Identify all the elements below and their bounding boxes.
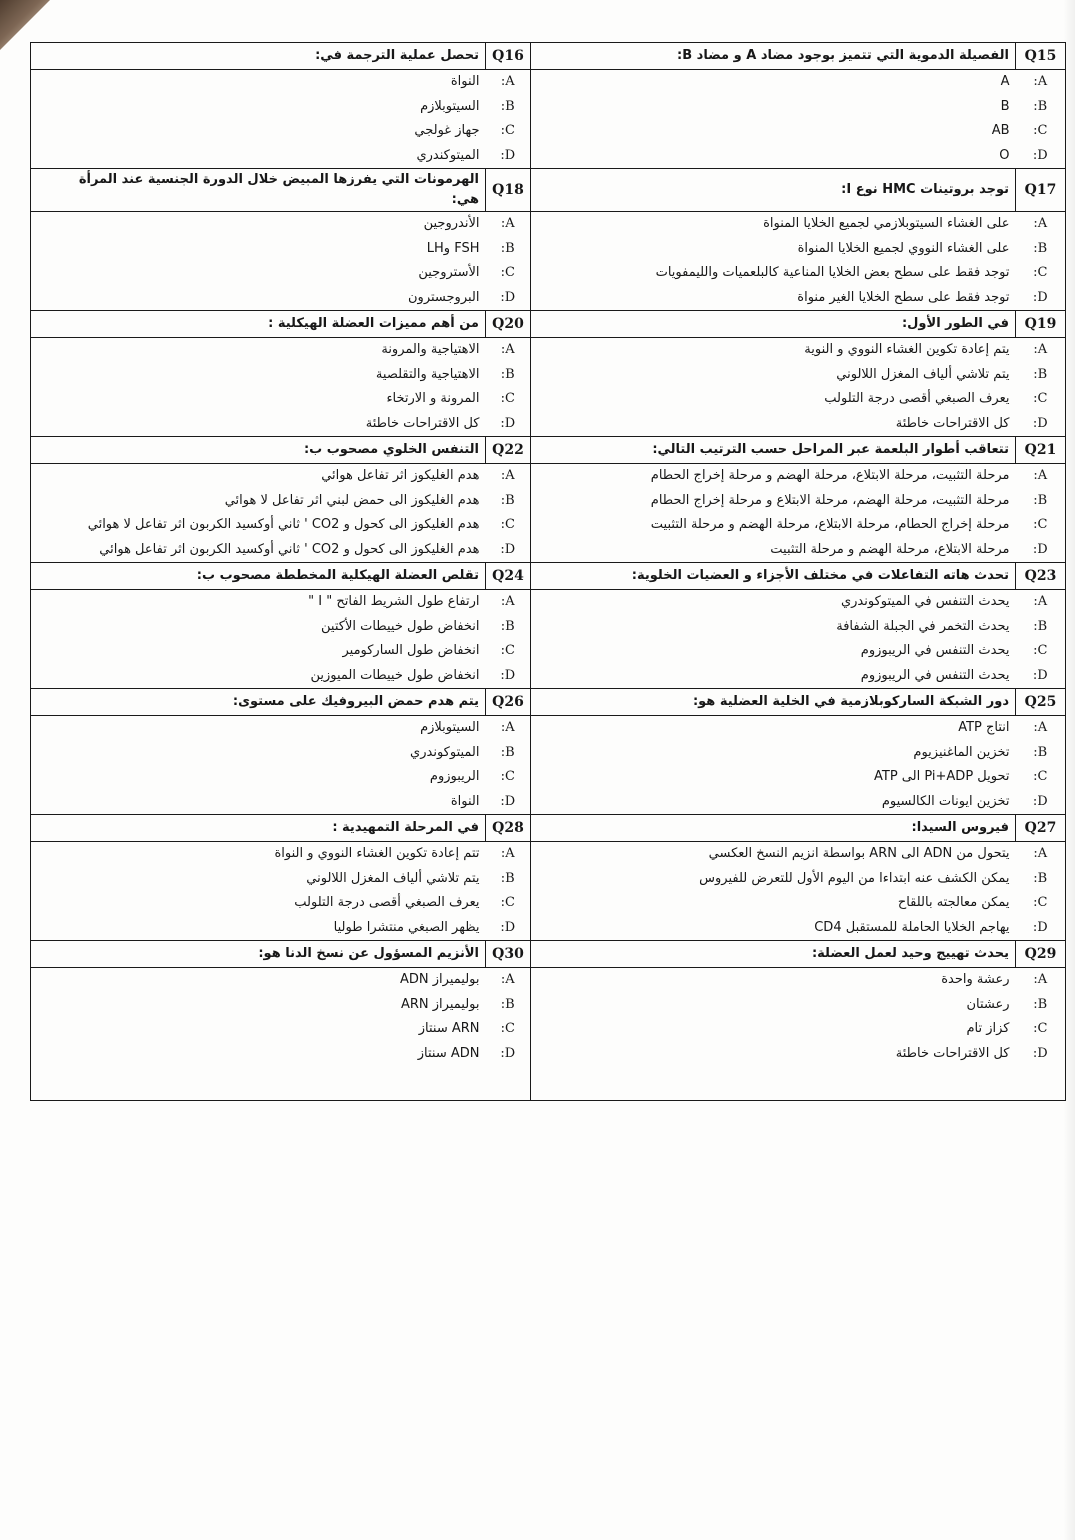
option-row [31, 538, 1066, 563]
q18-option-a-letter: A: [500, 216, 515, 232]
option-row [31, 639, 1066, 664]
q29-option-a-letter: A: [1033, 972, 1048, 988]
question-header-row [31, 169, 1066, 212]
question-number-q29: Q29 [1016, 941, 1066, 968]
option-row [31, 1042, 1066, 1067]
q20-option-d-text: كل الاقتراحات خاطئة [365, 415, 480, 431]
question-text-q30: الأنزيم المسؤول عن نسخ الدنا هو: [31, 941, 486, 968]
question-text-q18: الهرمونات التي يفرزها المبيض خلال الدورة الجنسية عند المرأة هي: [31, 169, 486, 212]
q25-option-b-letter: B: [1033, 744, 1048, 760]
q16-option-c-text: جهاز غولجي [414, 123, 480, 139]
q23-option-c-text: يحدث التنفس في الريبوزوم [531, 639, 1016, 664]
q19-option-d-text: كل الاقتراحات خاطئة [531, 412, 1016, 437]
option-row [31, 968, 1066, 993]
q30-option-a-letter: A: [500, 972, 515, 988]
q15-option-c-text: AB [531, 119, 1016, 144]
option-row [31, 95, 1066, 120]
option-row [31, 1017, 1066, 1042]
q27-option-b-letter: B: [1033, 870, 1048, 886]
q30-option-b-text: بوليميراز ARN [400, 996, 480, 1012]
q18-option-d-letter: D: [500, 289, 516, 305]
option-row [31, 842, 1066, 867]
q17-option-a-text: على الغشاء السيتوبلازمي لجميع الخلايا المنواة [531, 212, 1016, 237]
option-row [31, 615, 1066, 640]
q23-option-d-text: يحدث التنفس في الريبوزوم [531, 664, 1016, 689]
q26-option-d-letter: D: [500, 793, 516, 809]
question-number-q20: Q20 [486, 311, 531, 338]
q18-option-b-letter: B: [500, 240, 515, 256]
q25-option-a-letter: A: [1033, 720, 1048, 736]
question-number-q28: Q28 [486, 815, 531, 842]
q18-option-a-text: الأندروجين [423, 216, 480, 232]
q16-option-a-letter: A: [500, 74, 515, 90]
option-row [31, 716, 1066, 741]
q20-option-c-text: المرونة و الارتخاء [386, 391, 480, 407]
option-row [31, 765, 1066, 790]
q15-option-c-letter: C: [1033, 123, 1048, 139]
question-header-row [31, 437, 1066, 464]
q30-option-a-text: بوليميراز ADN [400, 972, 480, 988]
q21-option-a-letter: A: [1033, 468, 1048, 484]
q29-option-b-text: رعشتان [531, 993, 1016, 1018]
q26-option-c-letter: C: [500, 769, 515, 785]
q29-option-d-text: كل الاقتراحات خاطئة [531, 1042, 1016, 1067]
question-number-q27: Q27 [1016, 815, 1066, 842]
option-row [31, 891, 1066, 916]
q19-option-b-text: يتم تلاشي ألياف المغزل اللالوني [531, 363, 1016, 388]
option-row [31, 993, 1066, 1018]
q28-option-c-text: يعرف الصبغي أقصى درجة التلولب [294, 895, 480, 911]
q17-option-b-text: على الغشاء النووي لجميع الخلايا المنواة [531, 237, 1016, 262]
q23-option-b-text: يحدث التخمر في الجبلة الشفافة [531, 615, 1016, 640]
option-row [31, 412, 1066, 437]
question-text-q16: تحصل عملية الترجمة في: [31, 43, 486, 70]
q15-option-b-text: B [531, 95, 1016, 120]
question-header-row [31, 311, 1066, 338]
option-row [31, 664, 1066, 689]
question-text-q21: تتعاقب أطوار البلعمة عبر المراحل حسب الترتيب التالي: [531, 437, 1016, 464]
q20-option-b-text: الاهتياجية والتقلصية [375, 366, 480, 382]
q21-option-c-text: مرحلة إخراج الحطام، مرحلة الابتلاع، مرحلة الهضم و مرحلة التثبيت [531, 513, 1016, 538]
q28-option-d-text: يظهر الصبغي منتشرا طوليا [333, 919, 480, 935]
q15-option-d-text: O [531, 144, 1016, 169]
option-row [31, 489, 1066, 514]
option-row [31, 119, 1066, 144]
q15-option-a-text: A [531, 70, 1016, 95]
q28-option-c-letter: C: [500, 895, 515, 911]
q17-option-c-text: توجد فقط على سطح بعض الخلايا المناعية كالبلعميات والليمفويات [531, 261, 1016, 286]
q22-option-c-text: هدم الغليكوز الى كحول و CO2 ' ثاني أوكسيد الكربون اثر تفاعل لا هوائي [87, 517, 480, 533]
q23-option-a-text: يحدث التنفس في الميتوكوندري [531, 590, 1016, 615]
question-text-q19: في الطور الأول: [531, 311, 1016, 338]
option-row [31, 212, 1066, 237]
question-text-q26: يتم هدم حمض البيروفيك على مستوى: [31, 689, 486, 716]
q24-option-b-text: انخفاض طول خييطات الأكتين [321, 618, 480, 634]
q20-option-a-letter: A: [500, 342, 515, 358]
question-header-row [31, 815, 1066, 842]
q30-option-c-letter: C: [500, 1021, 515, 1037]
q23-option-b-letter: B: [1033, 618, 1048, 634]
question-number-q21: Q21 [1016, 437, 1066, 464]
option-row [31, 916, 1066, 941]
q24-option-a-letter: A: [500, 594, 515, 610]
q21-option-c-letter: C: [1033, 517, 1048, 533]
question-text-q20: من أهم مميزات العضلة الهيكلية : [31, 311, 486, 338]
q21-option-d-letter: D: [1032, 541, 1048, 557]
q27-option-b-text: يمكن الكشف عنه ابتداءا من اليوم الأول للتعرض للفيروس [531, 867, 1016, 892]
q17-option-b-letter: B: [1033, 240, 1048, 256]
option-row [31, 790, 1066, 815]
exam-questions-table [30, 42, 1066, 1101]
q16-option-c-letter: C: [500, 123, 515, 139]
option-row [31, 338, 1066, 363]
q26-option-d-text: النواة [450, 793, 480, 809]
q26-option-c-text: الريبوزوم [429, 769, 480, 785]
q25-option-d-text: تخزين ايونات الكالسيوم [531, 790, 1016, 815]
q19-option-c-text: يعرف الصبغي أقصى درجة التلولب [531, 387, 1016, 412]
option-row [31, 144, 1066, 169]
q20-option-c-letter: C: [500, 391, 515, 407]
q22-option-d-letter: D: [500, 541, 516, 557]
q24-option-c-letter: C: [500, 643, 515, 659]
question-number-q30: Q30 [486, 941, 531, 968]
q25-option-c-text: تحويل Pi+ADP الى ATP [531, 765, 1016, 790]
q17-option-a-letter: A: [1033, 216, 1048, 232]
option-row [31, 387, 1066, 412]
q24-option-d-text: انخفاض طول خييطات الميوزين [310, 667, 480, 683]
question-number-q24: Q24 [486, 563, 531, 590]
q29-option-d-letter: D: [1032, 1045, 1048, 1061]
q16-option-b-letter: B: [500, 98, 515, 114]
option-row [31, 261, 1066, 286]
q30-option-b-letter: B: [500, 996, 515, 1012]
q28-option-a-text: تتم إعادة تكوين الغشاء النووي و النواة [274, 846, 480, 862]
q28-option-b-letter: B: [500, 870, 515, 886]
question-number-q26: Q26 [486, 689, 531, 716]
q18-option-c-text: الأستروجين [418, 265, 480, 281]
q15-option-b-letter: B: [1033, 98, 1048, 114]
option-row [31, 590, 1066, 615]
q22-option-d-text: هدم الغليكوز الى كحول و CO2 ' ثاني أوكسيد الكربون اثر تفاعل هوائي [99, 541, 480, 557]
q29-option-c-letter: C: [1033, 1021, 1048, 1037]
question-text-q24: تقلص العضلة الهيكلية المخططة مصحوب ب: [31, 563, 486, 590]
question-text-q22: التنفس الخلوي مصحوب ب: [31, 437, 486, 464]
q29-option-a-text: رعشة واحدة [531, 968, 1016, 993]
q27-option-d-letter: D: [1032, 919, 1048, 935]
spacer-cell [531, 1066, 1016, 1101]
question-header-row [31, 563, 1066, 590]
q30-option-d-letter: D: [500, 1045, 516, 1061]
q28-option-d-letter: D: [500, 919, 516, 935]
spacer-cell [1016, 1066, 1066, 1101]
q15-option-a-letter: A: [1033, 74, 1048, 90]
question-text-q17: توجد بروتينات HMC نوع I: [531, 169, 1016, 212]
question-number-q17: Q17 [1016, 169, 1066, 212]
q25-option-b-text: تخزين الماغنيزيوم [531, 741, 1016, 766]
q15-option-d-letter: D: [1032, 147, 1048, 163]
option-row [31, 464, 1066, 489]
spacer-cell [486, 1066, 531, 1101]
option-row [31, 70, 1066, 95]
question-number-q19: Q19 [1016, 311, 1066, 338]
q21-option-b-text: مرحلة التثبيت، مرحلة الهضم، مرحلة الابتلاع و مرحلة إخراج الحطام [531, 489, 1016, 514]
option-row [31, 513, 1066, 538]
q18-option-c-letter: C: [500, 265, 515, 281]
q24-option-a-text: ارتفاع طول الشريط الفاتح " I " [308, 594, 480, 610]
q25-option-c-letter: C: [1033, 769, 1048, 785]
q22-option-b-text: هدم الغليكوز الى حمض لبني اثر تفاعل لا هوائي [224, 492, 480, 508]
question-number-q25: Q25 [1016, 689, 1066, 716]
q21-option-b-letter: B: [1033, 492, 1048, 508]
q20-option-a-text: الاهتياجية والمرونة [381, 342, 480, 358]
table-bottom-spacer [31, 1066, 1066, 1101]
question-text-q25: دور الشبكة الساركوبلازمية في الخلية العضلية هو: [531, 689, 1016, 716]
question-text-q27: فيروس السيدا: [531, 815, 1016, 842]
q24-option-d-letter: D: [500, 667, 516, 683]
q19-option-a-letter: A: [1033, 342, 1048, 358]
q26-option-b-text: الميتوكوندري [410, 744, 480, 760]
question-text-q28: في المرحلة التمهيدية : [31, 815, 486, 842]
spacer-cell [31, 1066, 486, 1101]
q21-option-d-text: مرحلة الابتلاع، مرحلة الهضم و مرحلة التثبيت [531, 538, 1016, 563]
q23-option-a-letter: A: [1033, 594, 1048, 610]
q20-option-d-letter: D: [500, 415, 516, 431]
option-row [31, 741, 1066, 766]
q27-option-c-text: يمكن معالجته باللقاح [531, 891, 1016, 916]
q18-option-d-text: البروجسترون [408, 289, 480, 305]
q26-option-a-text: السيتوبلازم [420, 720, 480, 736]
q22-option-a-text: هدم الغليكوز اثر تفاعل هوائي [321, 468, 480, 484]
question-header-row [31, 43, 1066, 70]
q25-option-a-text: انتاج ATP [531, 716, 1016, 741]
option-row [31, 237, 1066, 262]
q28-option-a-letter: A: [500, 846, 515, 862]
q24-option-c-text: انخفاض طول الساركومير [342, 643, 480, 659]
q17-option-d-letter: D: [1032, 289, 1048, 305]
question-number-q23: Q23 [1016, 563, 1066, 590]
q27-option-a-letter: A: [1033, 846, 1048, 862]
option-row [31, 363, 1066, 388]
q19-option-c-letter: C: [1033, 391, 1048, 407]
q23-option-d-letter: D: [1032, 667, 1048, 683]
question-text-q15: الفصيلة الدموية التي تتميز بوجود مضاد A و مضاد B: [531, 43, 1016, 70]
q28-option-b-text: يتم تلاشي ألياف المغزل اللالوني [306, 870, 480, 886]
question-header-row [31, 689, 1066, 716]
q19-option-a-text: يتم إعادة تكوين الغشاء النووي و النوية [531, 338, 1016, 363]
question-number-q15: Q15 [1016, 43, 1066, 70]
q29-option-b-letter: B: [1033, 996, 1048, 1012]
option-row [31, 286, 1066, 311]
q17-option-d-text: توجد فقط على سطح الخلايا الغير منواة [531, 286, 1016, 311]
question-number-q16: Q16 [486, 43, 531, 70]
q16-option-d-letter: D: [500, 147, 516, 163]
option-row [31, 867, 1066, 892]
question-number-q18: Q18 [486, 169, 531, 212]
q26-option-b-letter: B: [500, 744, 515, 760]
q17-option-c-letter: C: [1033, 265, 1048, 281]
q24-option-b-letter: B: [500, 618, 515, 634]
q27-option-a-text: يتحول من ADN الى ARN بواسطة انزيم النسخ العكسي [531, 842, 1016, 867]
question-text-q29: يحدث تهييج وحيد لعمل العضلة: [531, 941, 1016, 968]
q30-option-d-text: ADN سنتاز [417, 1045, 480, 1061]
question-number-q22: Q22 [486, 437, 531, 464]
q27-option-d-text: يهاجم الخلايا الحاملة للمستقبل CD4 [531, 916, 1016, 941]
q16-option-d-text: الميتوكندري [416, 147, 480, 163]
exam-questions-body [31, 43, 1066, 1101]
q19-option-d-letter: D: [1032, 415, 1048, 431]
q16-option-a-text: النواة [450, 74, 480, 90]
q16-option-b-text: السيتوبلازم [420, 98, 480, 114]
q20-option-b-letter: B: [500, 366, 515, 382]
question-header-row [31, 941, 1066, 968]
q29-option-c-text: كزاز تام [531, 1017, 1016, 1042]
q21-option-a-text: مرحلة التثبيت، مرحلة الابتلاع، مرحلة الهضم و مرحلة إخراج الحطام [531, 464, 1016, 489]
q30-option-c-text: ARN سنتاز [418, 1021, 480, 1037]
q22-option-c-letter: C: [500, 517, 515, 533]
q27-option-c-letter: C: [1033, 895, 1048, 911]
q25-option-d-letter: D: [1032, 793, 1048, 809]
q18-option-b-text: FSH وLH [426, 240, 480, 256]
question-text-q23: تحدث هاته التفاعلات في مختلف الأجزاء و العضيات الخلوية: [531, 563, 1016, 590]
q19-option-b-letter: B: [1033, 366, 1048, 382]
q22-option-a-letter: A: [500, 468, 515, 484]
q22-option-b-letter: B: [500, 492, 515, 508]
q23-option-c-letter: C: [1033, 643, 1048, 659]
q26-option-a-letter: A: [500, 720, 515, 736]
